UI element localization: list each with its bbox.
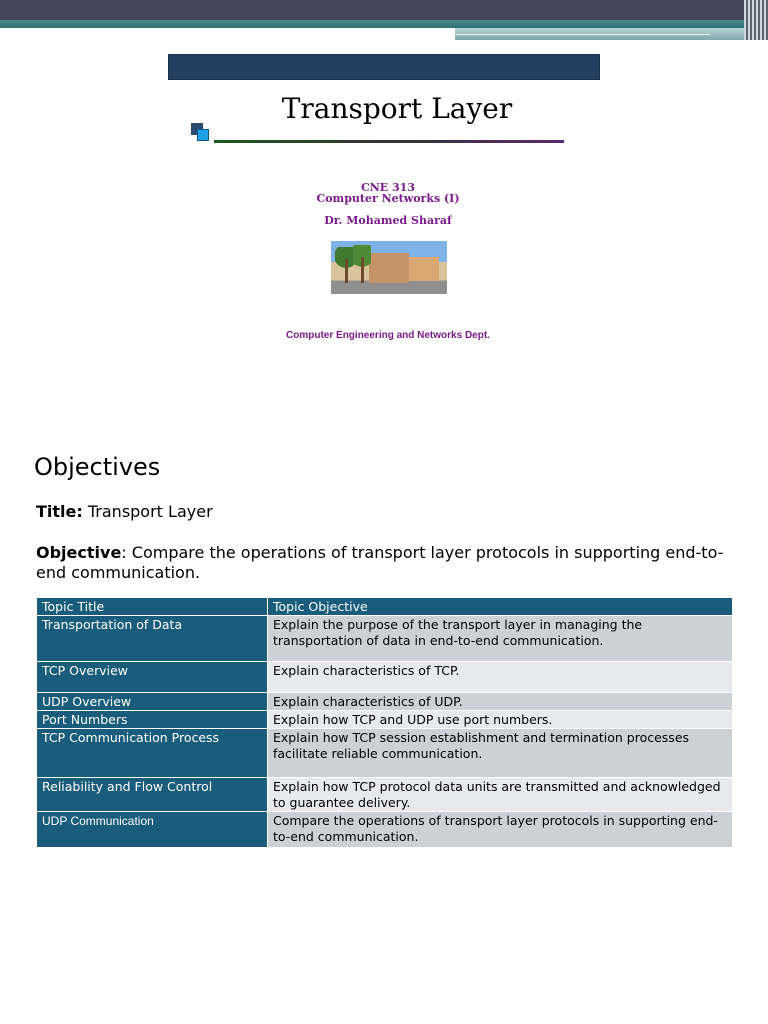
header-topic-objective: Topic Objective <box>268 598 733 616</box>
department-name: Computer Engineering and Networks Dept. <box>286 330 490 341</box>
top-decorative-band <box>0 0 768 22</box>
table-row <box>37 812 732 848</box>
title-underline <box>214 140 564 143</box>
table-row <box>37 616 732 662</box>
table-row <box>37 778 732 812</box>
topic-objective-cell: Explain characteristics of UDP. <box>268 693 733 711</box>
objective-text: : Compare the operations of transport layer protocols in supporting end-to-end communication. <box>36 543 724 582</box>
campus-photo <box>331 241 447 294</box>
topic-title-cell: Port Numbers <box>37 711 268 729</box>
table-row <box>37 662 732 693</box>
square-bullet-accent-icon <box>197 129 209 141</box>
title-label: Title: <box>36 502 83 521</box>
palm-trunk <box>345 259 348 283</box>
topic-objective-cell: Explain the purpose of the transport layer in managing the transportation of data in end-to-end communication. <box>268 616 733 662</box>
topic-title-cell: TCP Overview <box>37 662 268 693</box>
title-line <box>36 502 213 521</box>
course-code: CNE 313 <box>361 181 415 194</box>
topic-title-cell: TCP Communication Process <box>37 729 268 778</box>
topic-objective-cell: Explain how TCP session establishment and termination processes facilitate reliable communication. <box>268 729 733 778</box>
objective-line <box>36 543 752 583</box>
table-header-row <box>37 598 732 616</box>
course-name: Computer Networks (I) <box>316 192 460 205</box>
table-row <box>37 711 732 729</box>
slide-title: Transport Layer <box>281 92 513 125</box>
teal-decorative-strip <box>0 20 768 28</box>
palm-trunk <box>361 257 364 283</box>
topic-objective-cell: Compare the operations of transport layer protocols in supporting end-to-end communication. <box>268 812 733 848</box>
lecturer-name: Dr. Mohamed Sharaf <box>324 214 452 227</box>
title-bar <box>168 54 600 80</box>
topics-table <box>37 598 732 848</box>
topic-title-cell: Transportation of Data <box>37 616 268 662</box>
objectives-heading: Objectives <box>34 453 161 481</box>
accent-line <box>455 34 710 35</box>
topic-objective-cell: Explain characteristics of TCP. <box>268 662 733 693</box>
table-row <box>37 729 732 778</box>
header-topic-title: Topic Title <box>37 598 268 616</box>
building-shape <box>369 253 409 283</box>
topic-objective-cell: Explain how TCP protocol data units are transmitted and acknowledged to guarantee delivery. <box>268 778 733 812</box>
corner-stripes <box>744 0 768 40</box>
topic-title-cell: UDP Communication <box>37 812 268 848</box>
table-row <box>37 693 732 711</box>
title-value: Transport Layer <box>82 502 213 521</box>
topic-title-cell: Reliability and Flow Control <box>37 778 268 812</box>
building-wing-shape <box>409 257 439 281</box>
topic-objective-cell: Explain how TCP and UDP use port numbers. <box>268 711 733 729</box>
objective-label: Objective <box>36 543 122 562</box>
topic-title-cell: UDP Overview <box>37 693 268 711</box>
